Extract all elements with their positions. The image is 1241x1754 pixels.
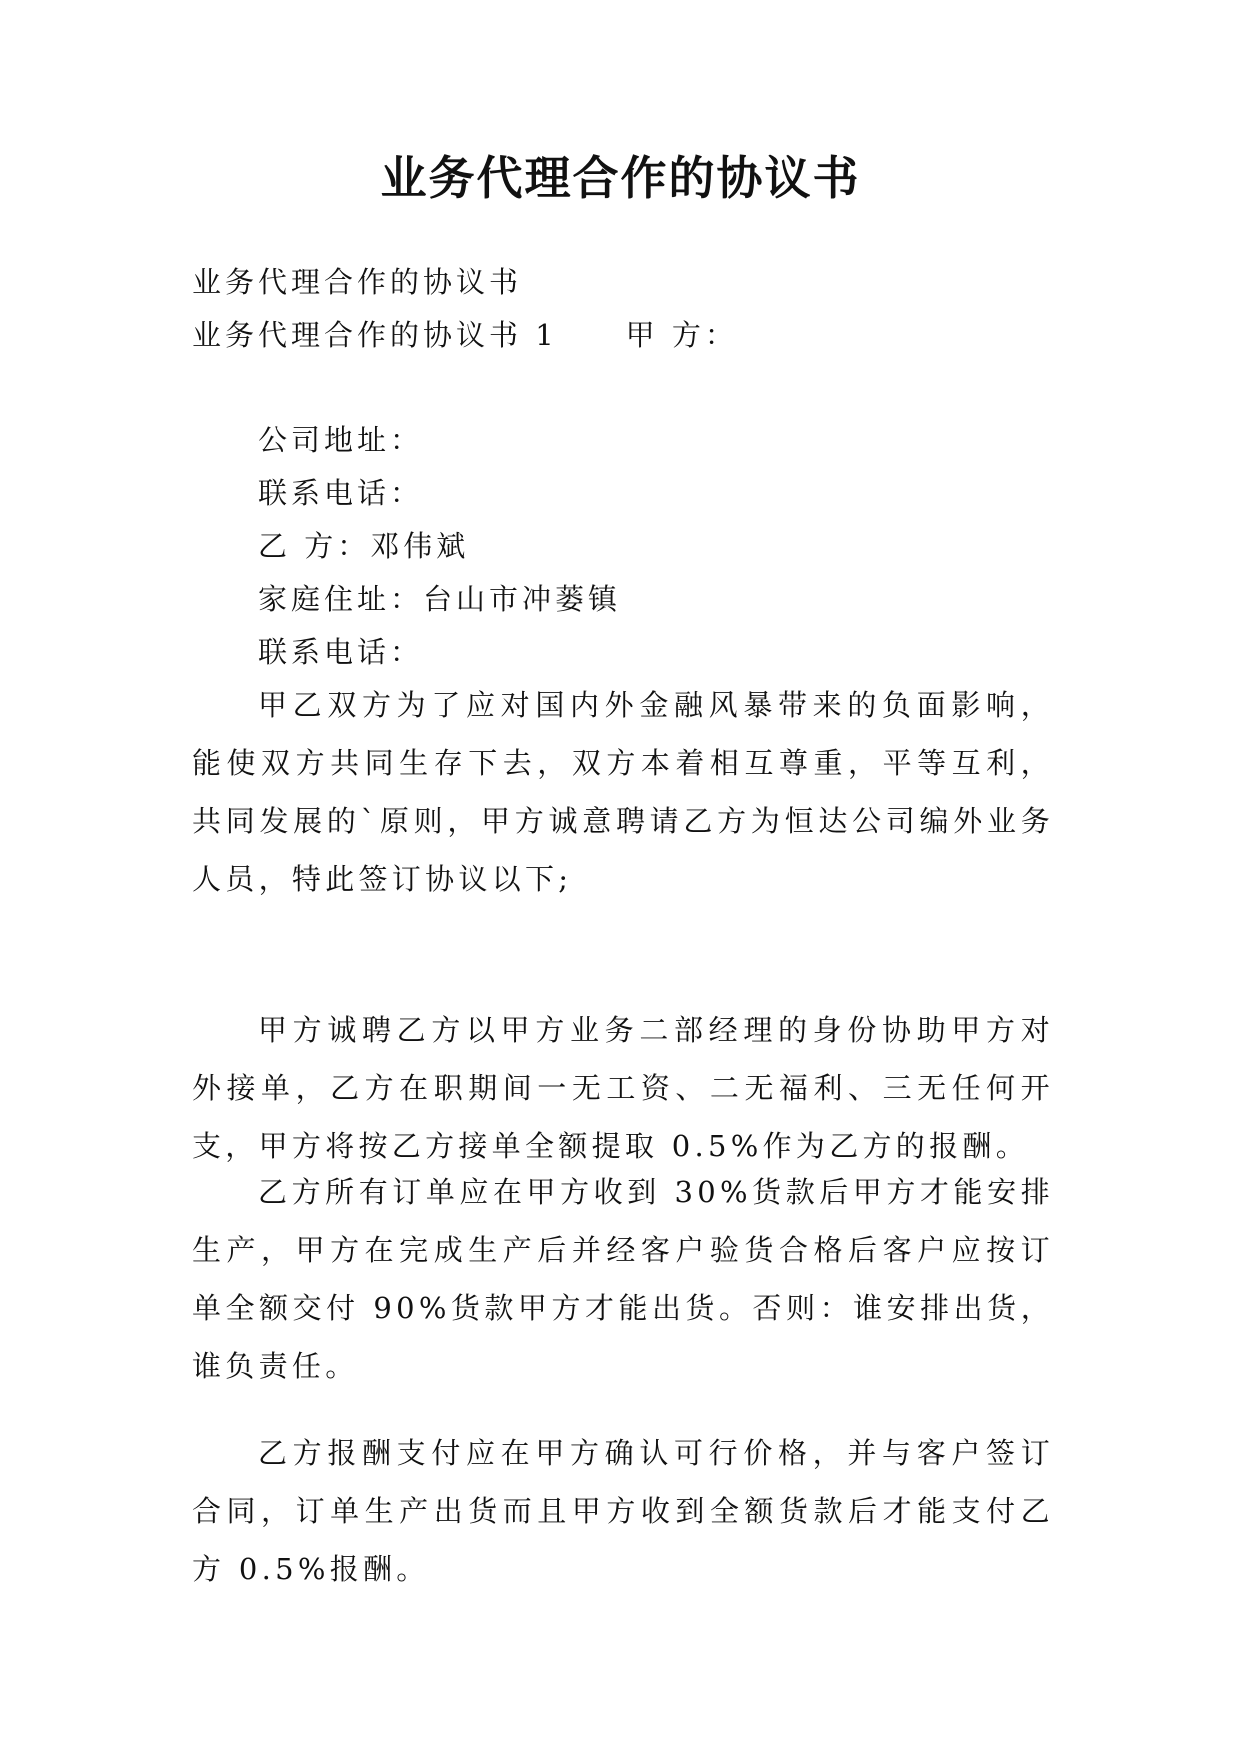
- paragraph-4: 乙方报酬支付应在甲方确认可行价格，并与客户签订合同，订单生产出货而且甲方收到全额货款后才能支付乙方 0.5%报酬。: [192, 1436, 1054, 1586]
- party-a-phone: 联系电话：: [258, 476, 424, 510]
- section-line: [192, 315, 738, 355]
- party-a-address: 公司地址：: [258, 423, 424, 457]
- paragraph-1: 甲乙双方为了应对国内外金融风暴带来的负面影响，能使双方共同生存下去，双方本着相互尊重，平等互利，共同发展的`原则，甲方诚意聘请乙方为恒达公司编外业务人员，特此签订协议以下;: [192, 688, 1054, 896]
- party-b-phone: 联系电话：: [258, 635, 424, 669]
- heading-line: 业务代理合作的协议书: [192, 265, 523, 299]
- party-a-label: 甲 方：: [625, 318, 738, 352]
- section-label: 业务代理合作的协议书 1: [192, 318, 558, 352]
- party-b-label: 乙 方：邓伟斌: [258, 529, 470, 563]
- paragraph-2: 甲方诚聘乙方以甲方业务二部经理的身份协助甲方对外接单，乙方在职期间一无工资、二无福利、三无任何开支，甲方将按乙方接单全额提取 0.5%作为乙方的报酬。: [192, 1013, 1054, 1163]
- party-b-home-address: 家庭住址：台山市冲蒌镇: [258, 582, 622, 616]
- document-title: 业务代理合作的协议书: [380, 151, 861, 205]
- paragraph-3: 乙方所有订单应在甲方收到 30%货款后甲方才能安排生产，甲方在完成生产后并经客户验货合格后客户应按订单全额交付 90%货款甲方才能出货。否则：谁安排出货，谁负责任。: [192, 1175, 1054, 1383]
